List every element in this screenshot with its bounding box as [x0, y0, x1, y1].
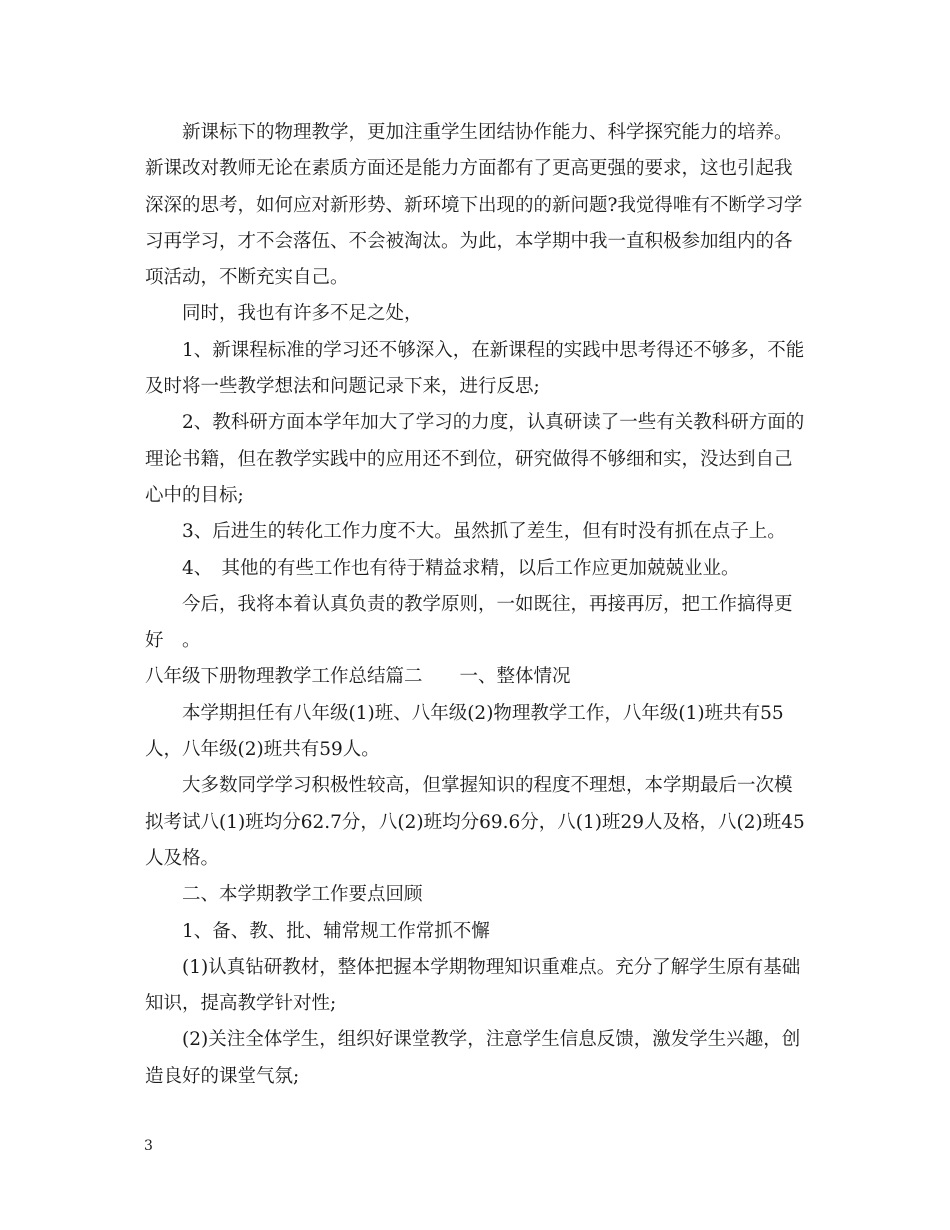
paragraph-shortcoming-4: 4、 其他的有些工作也有待于精益求精，以后工作应更加兢兢业业。 [182, 557, 740, 579]
subheading-routine-work: 1、备、教、批、辅常规工作常抓不懈 [182, 920, 490, 942]
document-body [145, 115, 810, 1095]
paragraph-reflection: 新课标下的物理教学，更加注重学生团结协作能力、科学探究能力的培养。新课改对教师无论在素质方面还是能力方面都有了更高更强的要求，这也引起我深深的思考，如何应对新形势、新环境下出现的的新问题?我觉得唯有不断学习学习再学习，才不会落伍、不会被淘汰。为此，本学期中我一直积极参加组内的各项活动，不断充实自己。 [145, 122, 803, 289]
section-heading-part-two: 八年级下册物理教学工作总结篇二 一、整体情况 [145, 666, 571, 688]
page-number: 3 [144, 1138, 153, 1154]
paragraph-shortcomings-intro: 同时，我也有许多不足之处， [182, 303, 423, 325]
paragraph-class-info: 本学期担任有八年级(1)班、八年级(2)物理教学工作，八年级(1)班共有55人，八年级(2)班共有59人。 [145, 702, 784, 761]
paragraph-shortcoming-2: 2、教科研方面本学年加大了学习的力度，认真研读了一些有关教科研方面的理论书籍，但在教学实践中的应用还不到位，研究做得不够细和实，没达到自己心中的目标; [145, 412, 805, 506]
paragraph-future-plan: 今后，我将本着认真负责的教学原则，一如既往，再接再厉，把工作搞得更好 。 [145, 593, 793, 652]
section-heading-review: 二、本学期教学工作要点回顾 [182, 884, 423, 906]
paragraph-item-1: (1)认真钻研教材，整体把握本学期物理知识重难点。充分了解学生原有基础知识，提高教学针对性; [145, 956, 801, 1015]
paragraph-exam-results: 大多数同学学习积极性较高，但掌握知识的程度不理想，本学期最后一次模拟考试八(1)班均分62.7分，八(2)班均分69.6分，八(1)班29人及格，八(2)班45人及格。 [145, 775, 805, 869]
paragraph-shortcoming-3: 3、后进生的转化工作力度不大。虽然抓了差生，但有时没有抓在点子上。 [182, 521, 786, 543]
paragraph-item-2: (2)关注全体学生，组织好课堂教学，注意学生信息反馈，激发学生兴趣，创造良好的课堂气氛; [145, 1029, 801, 1087]
paragraph-shortcoming-1: 1、新课程标准的学习还不够深入，在新课程的实践中思考得还不够多，不能及时将一些教学想法和问题记录下来，进行反思; [145, 339, 805, 398]
